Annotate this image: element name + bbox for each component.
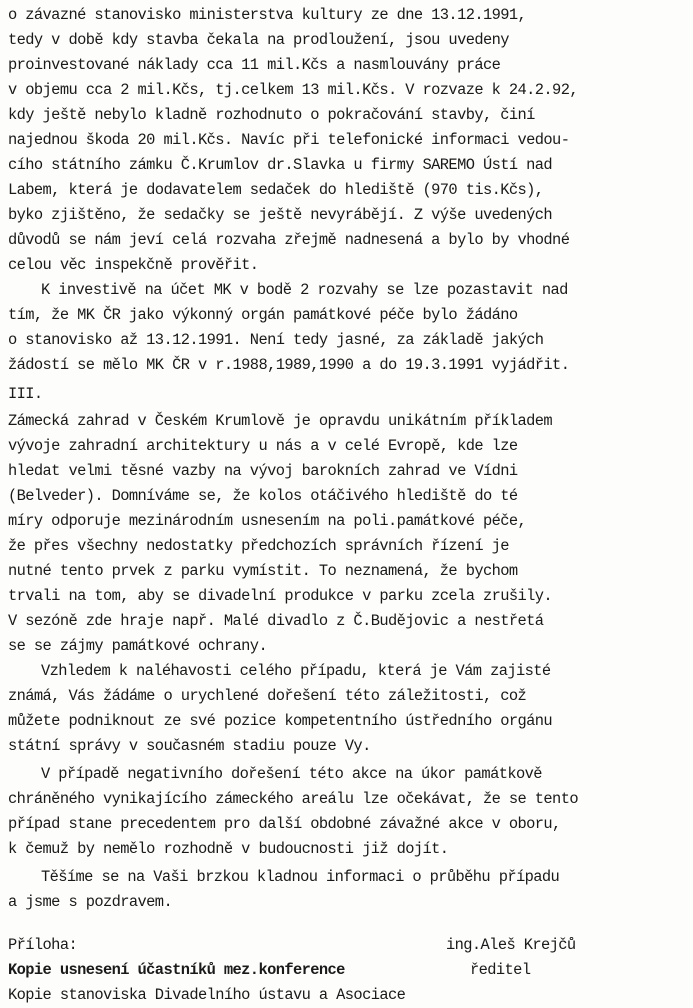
signatory-title: ředitel — [470, 961, 531, 979]
text-line: kdy ještě nebylo kladně rozhodnuto o pokračování stavby, činí — [8, 106, 535, 124]
signatory-name: ing.Aleš Krejčů — [446, 936, 576, 954]
text-line: (Belveder). Domníváme se, že kolos otáčivého hlediště do té — [8, 487, 518, 505]
text-line: najednou škoda 20 mil.Kčs. Navíc při telefonické informaci vedou- — [8, 131, 570, 149]
text-line: se se zájmy památkové ochrany. — [8, 637, 268, 655]
section-number: III. — [8, 385, 43, 403]
text-line: cího státního zámku Č.Krumlov dr.Slavka u firmy SAREMO Ústí nad — [8, 156, 553, 174]
text-line: Labem, která je dodavatelem sedaček do hlediště (970 tis.Kčs), — [8, 181, 544, 199]
text-line: K investivě na účet MK v bodě 2 rozvahy se lze pozastavit nad — [41, 281, 568, 299]
text-line: byko zjištěno, že sedačky se ještě nevyrábějí. Z výše uvedených — [8, 206, 553, 224]
text-line: proinvestované náklady cca 11 mil.Kčs a nasmlouvány práce — [8, 56, 501, 74]
attachment-item: Kopie usnesení účastníků mez.konference — [8, 961, 345, 979]
text-line: Vzhledem k naléhavosti celého případu, která je Vám zajisté — [41, 662, 551, 680]
text-line: že přes všechny nedostatky předchozích správních řízení je — [8, 537, 509, 555]
text-line: Těšíme se na Vaši brzkou kladnou informaci o průběhu případu — [41, 868, 560, 886]
text-line: o stanovisko až 13.12.1991. Není tedy jasné, za základě jakých — [8, 331, 544, 349]
text-line: známá, Vás žádáme o urychlené dořešení této záležitosti, což — [8, 687, 527, 705]
text-line: chráněného vynikajícího zámeckého areálu lze očekávat, že se tento — [8, 790, 578, 808]
text-line: o závazné stanovisko ministerstva kultury ze dne 13.12.1991, — [8, 6, 527, 24]
text-line: tedy v době kdy stavba čekala na prodloužení, jsou uvedeny — [8, 31, 509, 49]
text-line: tím, že MK ČR jako výkonný orgán památkové péče bylo žádáno — [8, 306, 518, 324]
attachments-label: Příloha: — [8, 936, 78, 954]
text-line: nutné tento prvek z parku vymístit. To neznamená, že bychom — [8, 562, 518, 580]
text-line: celou věc inspekčně prověřit. — [8, 256, 259, 274]
text-line: V sezóně zde hraje např. Malé divadlo z Č.Budějovic a nestřetá — [8, 612, 544, 630]
text-line: vývoje zahradní architektury u nás a v celé Evropě, kde lze — [8, 437, 518, 455]
text-line: můžete podniknout ze své pozice kompetentního ústředního orgánu — [8, 712, 553, 730]
text-line: trvali na tom, aby se divadelní produkce v parku zcela zrušily. — [8, 587, 553, 605]
text-line: v objemu cca 2 mil.Kčs, tj.celkem 13 mil.Kčs. V rozvaze k 24.2.92, — [8, 81, 578, 99]
text-line: k čemuž by nemělo rozhodně v budoucnosti již dojít. — [8, 840, 449, 858]
text-line: V případě negativního dořešení této akce na úkor památkově — [41, 765, 542, 783]
text-line: případ stane precedentem pro další obdobné závažné akce v oboru, — [8, 815, 561, 833]
text-line: hledat velmi těsné vazby na vývoj barokních zahrad ve Vídni — [8, 462, 518, 480]
text-line: Zámecká zahrad v Českém Krumlově je opravdu unikátním příkladem — [8, 412, 553, 430]
text-line: státní správy v současném stadiu pouze Vy. — [8, 737, 371, 755]
text-line: žádostí se mělo MK ČR v r.1988,1989,1990 a do 19.3.1991 vyjádřit. — [8, 356, 570, 374]
attachment-item: Kopie stanoviska Divadelního ústavu a Asociace — [8, 986, 406, 1004]
text-line: míry odporuje mezinárodním usnesením na poli.památkové péče, — [8, 512, 527, 530]
text-line: a jsme s pozdravem. — [8, 893, 173, 911]
text-line: důvodů se nám jeví celá rozvaha zřejmě nadnesená a bylo by vhodné — [8, 231, 570, 249]
